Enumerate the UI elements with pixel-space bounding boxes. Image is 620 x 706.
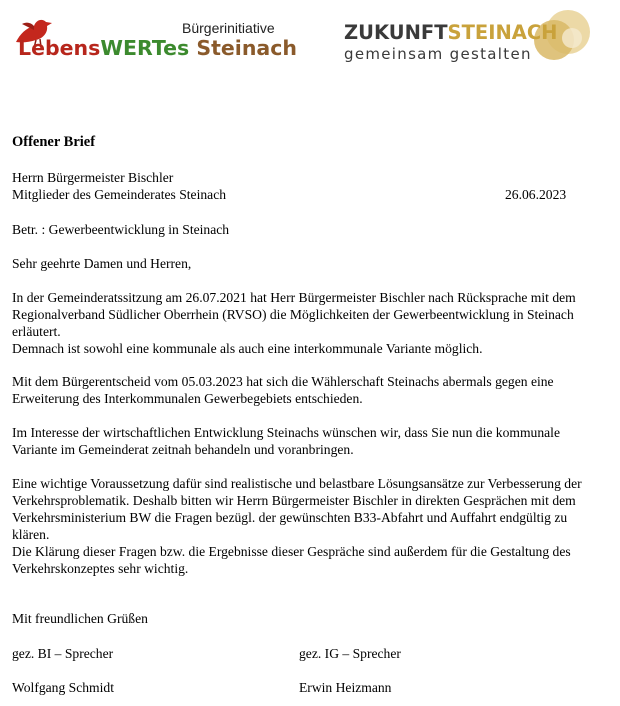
recipient-line-1: Herrn Bürgermeister Bischler: [12, 170, 174, 185]
signature-role-2: gez. IG – Sprecher: [299, 646, 401, 661]
letter-title: Offener Brief: [12, 134, 96, 150]
signature-role-1: gez. BI – Sprecher: [12, 646, 114, 661]
signature-name-1: Wolfgang Schmidt: [12, 680, 114, 695]
buergerinitiative-label: Bürgerinitiative: [182, 20, 275, 36]
paragraph-2: Demnach ist sowohl eine kommunale als auch eine interkommunale Variante möglich.: [12, 341, 483, 356]
subject-line: Betr. : Gewerbeentwicklung in Steinach: [12, 222, 230, 237]
paragraph-3: Mit dem Bürgerentscheid vom 05.03.2023 hat sich die Wählerschaft Steinachs abermals gegen eine Erweiterung des Interkommunalen Gewerbegebiets entschieden.: [12, 374, 554, 406]
paragraph-6: Die Klärung dieser Fragen bzw. die Ergebnisse dieser Gespräche sind außerdem für die Gestaltung des Verkehrskonzeptes sehr wichtig.: [12, 544, 571, 576]
letterhead: [0, 0, 620, 80]
paragraph-1: In der Gemeinderatssitzung am 26.07.2021 hat Herr Bürgermeister Bischler nach Rücksprache mit dem Regionalverband Südlicher Oberrhein (RVSO) die Möglichkeiten der Gewerbeentwicklung in Steinach erläutert.: [12, 290, 576, 339]
salutation: Sehr geehrte Damen und Herren,: [12, 256, 192, 271]
lebenswertes-steinach-logo: [10, 8, 298, 64]
zukunft-steinach-wordmark: ZUKUNFTSTEINACH: [344, 21, 558, 44]
closing: Mit freundlichen Grüßen: [12, 611, 148, 626]
recipient-line-2: Mitglieder des Gemeinderates Steinach: [12, 187, 227, 202]
letter-date: 26.06.2023: [505, 187, 567, 202]
signature-name-2: Erwin Heizmann: [299, 680, 392, 695]
lebenswertes-steinach-wordmark: LebensWERTes Steinach: [18, 36, 298, 60]
zukunft-steinach-tagline: gemeinsam gestalten: [344, 45, 532, 63]
paragraph-4: Im Interesse der wirtschaftlichen Entwicklung Steinachs wünschen wir, dass Sie nun die kommunale Variante im Gemeinderat zeitnah behandeln und voranbringen.: [12, 425, 560, 457]
zukunft-steinach-logo: [340, 8, 600, 68]
paragraph-5: Eine wichtige Voraussetzung dafür sind realistische und belastbare Lösungsansätze zur Verbesserung der Verkehrsproblematik. Deshalb bitten wir Herrn Bürgermeister Bischler in direkten Gesprächen mit dem Verkehrsministerium BW die Fragen bezügl. der gewünschten B33-Abfahrt und Auffahrt endgültig zu klären.: [12, 476, 582, 542]
